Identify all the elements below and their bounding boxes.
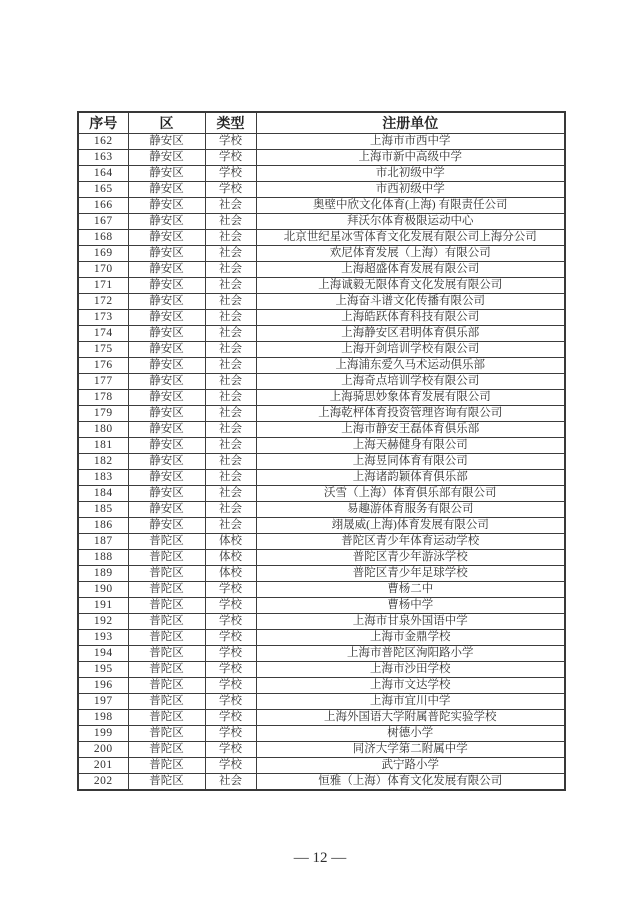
cell-type: 学校 (205, 678, 256, 694)
cell-unit: 上海市金鼎学校 (256, 630, 565, 646)
cell-unit: 上海市市西中学 (256, 134, 565, 150)
cell-type: 体校 (205, 550, 256, 566)
cell-serial: 169 (78, 246, 128, 262)
cell-unit: 上海浦东爱久马术运动俱乐部 (256, 358, 565, 374)
cell-unit: 曹杨二中 (256, 582, 565, 598)
table-row (78, 534, 565, 550)
table-row (78, 726, 565, 742)
table-body (78, 134, 565, 791)
cell-type: 社会 (205, 294, 256, 310)
cell-district: 静安区 (128, 198, 205, 214)
cell-type: 社会 (205, 262, 256, 278)
cell-unit: 普陀区青少年体育运动学校 (256, 534, 565, 550)
cell-district: 普陀区 (128, 710, 205, 726)
cell-unit: 上海奇点培训学校有限公司 (256, 374, 565, 390)
cell-type: 体校 (205, 566, 256, 582)
cell-unit: 上海市静安王磊体育俱乐部 (256, 422, 565, 438)
cell-district: 普陀区 (128, 582, 205, 598)
table-row (78, 150, 565, 166)
cell-unit: 武宁路小学 (256, 758, 565, 774)
cell-district: 静安区 (128, 470, 205, 486)
cell-type: 学校 (205, 182, 256, 198)
cell-type: 社会 (205, 502, 256, 518)
cell-type: 学校 (205, 710, 256, 726)
cell-district: 静安区 (128, 294, 205, 310)
cell-serial: 186 (78, 518, 128, 534)
registration-table (77, 111, 566, 791)
cell-type: 学校 (205, 630, 256, 646)
cell-serial: 200 (78, 742, 128, 758)
cell-district: 静安区 (128, 150, 205, 166)
cell-district: 静安区 (128, 454, 205, 470)
cell-district: 普陀区 (128, 566, 205, 582)
cell-unit: 上海市新中高级中学 (256, 150, 565, 166)
cell-unit: 上海市文达学校 (256, 678, 565, 694)
cell-type: 学校 (205, 742, 256, 758)
cell-district: 静安区 (128, 310, 205, 326)
cell-type: 社会 (205, 774, 256, 791)
cell-unit: 上海诚毅无限体育文化发展有限公司 (256, 278, 565, 294)
cell-district: 静安区 (128, 502, 205, 518)
cell-unit: 欢尼体育发展（上海）有限公司 (256, 246, 565, 262)
cell-district: 静安区 (128, 246, 205, 262)
cell-serial: 183 (78, 470, 128, 486)
cell-type: 学校 (205, 166, 256, 182)
cell-district: 静安区 (128, 374, 205, 390)
cell-serial: 180 (78, 422, 128, 438)
cell-type: 社会 (205, 230, 256, 246)
cell-unit: 普陀区青少年游泳学校 (256, 550, 565, 566)
cell-type: 社会 (205, 518, 256, 534)
cell-unit: 翊晟威(上海)体育发展有限公司 (256, 518, 565, 534)
cell-serial: 199 (78, 726, 128, 742)
cell-unit: 普陀区青少年足球学校 (256, 566, 565, 582)
table-row (78, 614, 565, 630)
cell-type: 社会 (205, 358, 256, 374)
cell-serial: 172 (78, 294, 128, 310)
cell-unit: 上海市沙田学校 (256, 662, 565, 678)
cell-district: 静安区 (128, 214, 205, 230)
cell-serial: 187 (78, 534, 128, 550)
cell-type: 社会 (205, 422, 256, 438)
cell-serial: 179 (78, 406, 128, 422)
table-row (78, 198, 565, 214)
table-row (78, 582, 565, 598)
cell-district: 静安区 (128, 422, 205, 438)
column-header-serial: 序号 (78, 112, 128, 134)
cell-serial: 176 (78, 358, 128, 374)
cell-serial: 185 (78, 502, 128, 518)
cell-district: 静安区 (128, 518, 205, 534)
cell-unit: 市北初级中学 (256, 166, 565, 182)
cell-unit: 上海外国语大学附属普陀实验学校 (256, 710, 565, 726)
table-row (78, 710, 565, 726)
table-row (78, 694, 565, 710)
table-row (78, 518, 565, 534)
cell-district: 普陀区 (128, 758, 205, 774)
cell-type: 社会 (205, 326, 256, 342)
table-row (78, 214, 565, 230)
column-header-type: 类型 (205, 112, 256, 134)
cell-district: 普陀区 (128, 630, 205, 646)
table-row (78, 758, 565, 774)
cell-district: 普陀区 (128, 742, 205, 758)
cell-district: 普陀区 (128, 550, 205, 566)
table-header-row (78, 112, 565, 134)
cell-serial: 188 (78, 550, 128, 566)
table-row (78, 454, 565, 470)
cell-serial: 162 (78, 134, 128, 150)
cell-type: 学校 (205, 134, 256, 150)
cell-serial: 201 (78, 758, 128, 774)
table-row (78, 294, 565, 310)
column-header-unit: 注册单位 (256, 112, 565, 134)
table-row (78, 774, 565, 791)
cell-type: 社会 (205, 406, 256, 422)
cell-serial: 195 (78, 662, 128, 678)
cell-district: 静安区 (128, 182, 205, 198)
cell-serial: 177 (78, 374, 128, 390)
table-row (78, 742, 565, 758)
cell-unit: 上海市宜川中学 (256, 694, 565, 710)
cell-unit: 上海骑思妙象体育发展有限公司 (256, 390, 565, 406)
cell-district: 普陀区 (128, 646, 205, 662)
cell-unit: 上海开剑培训学校有限公司 (256, 342, 565, 358)
cell-unit: 上海乾枰体育投资管理咨询有限公司 (256, 406, 565, 422)
cell-serial: 196 (78, 678, 128, 694)
table-row (78, 230, 565, 246)
cell-serial: 184 (78, 486, 128, 502)
cell-serial: 202 (78, 774, 128, 791)
table-row (78, 246, 565, 262)
cell-district: 普陀区 (128, 534, 205, 550)
cell-serial: 190 (78, 582, 128, 598)
cell-serial: 181 (78, 438, 128, 454)
cell-district: 静安区 (128, 438, 205, 454)
cell-unit: 奥壁中欣文化体育(上海) 有限责任公司 (256, 198, 565, 214)
cell-unit: 易趣游体育服务有限公司 (256, 502, 565, 518)
cell-district: 普陀区 (128, 598, 205, 614)
cell-serial: 189 (78, 566, 128, 582)
cell-type: 社会 (205, 486, 256, 502)
cell-type: 学校 (205, 646, 256, 662)
table-row (78, 262, 565, 278)
table-row (78, 486, 565, 502)
table-row (78, 502, 565, 518)
cell-district: 静安区 (128, 230, 205, 246)
cell-type: 社会 (205, 342, 256, 358)
cell-district: 静安区 (128, 326, 205, 342)
cell-type: 社会 (205, 278, 256, 294)
table-row (78, 678, 565, 694)
cell-serial: 197 (78, 694, 128, 710)
cell-serial: 192 (78, 614, 128, 630)
cell-type: 学校 (205, 598, 256, 614)
table-row (78, 166, 565, 182)
table-row (78, 422, 565, 438)
table-row (78, 646, 565, 662)
table-row (78, 566, 565, 582)
cell-district: 静安区 (128, 486, 205, 502)
table-row (78, 134, 565, 150)
cell-unit: 上海昱同体育有限公司 (256, 454, 565, 470)
cell-unit: 沃雪（上海）体育俱乐部有限公司 (256, 486, 565, 502)
cell-district: 静安区 (128, 390, 205, 406)
cell-unit: 拜沃尔体育极限运动中心 (256, 214, 565, 230)
table-row (78, 406, 565, 422)
cell-unit: 上海天赫健身有限公司 (256, 438, 565, 454)
cell-district: 普陀区 (128, 726, 205, 742)
cell-serial: 166 (78, 198, 128, 214)
cell-unit: 上海超盛体育发展有限公司 (256, 262, 565, 278)
cell-unit: 北京世纪星冰雪体育文化发展有限公司上海分公司 (256, 230, 565, 246)
cell-unit: 上海奋斗谱文化传播有限公司 (256, 294, 565, 310)
table-row (78, 598, 565, 614)
column-header-district: 区 (128, 112, 205, 134)
cell-unit: 曹杨中学 (256, 598, 565, 614)
cell-serial: 174 (78, 326, 128, 342)
cell-type: 学校 (205, 758, 256, 774)
cell-type: 社会 (205, 374, 256, 390)
cell-type: 社会 (205, 390, 256, 406)
cell-district: 普陀区 (128, 774, 205, 791)
table-row (78, 374, 565, 390)
cell-district: 普陀区 (128, 694, 205, 710)
table-row (78, 438, 565, 454)
cell-type: 学校 (205, 662, 256, 678)
table-row (78, 470, 565, 486)
cell-type: 社会 (205, 246, 256, 262)
cell-type: 社会 (205, 470, 256, 486)
table-row (78, 326, 565, 342)
cell-serial: 170 (78, 262, 128, 278)
cell-type: 学校 (205, 694, 256, 710)
cell-type: 社会 (205, 438, 256, 454)
cell-type: 社会 (205, 214, 256, 230)
cell-type: 学校 (205, 150, 256, 166)
table-row (78, 342, 565, 358)
cell-unit: 上海市普陀区洵阳路小学 (256, 646, 565, 662)
page-number: — 12 — (293, 850, 347, 866)
cell-district: 静安区 (128, 278, 205, 294)
cell-serial: 173 (78, 310, 128, 326)
cell-unit: 上海静安区君明体育俱乐部 (256, 326, 565, 342)
cell-serial: 193 (78, 630, 128, 646)
cell-unit: 树德小学 (256, 726, 565, 742)
cell-type: 学校 (205, 726, 256, 742)
cell-unit: 上海诸韵颖体育俱乐部 (256, 470, 565, 486)
table-row (78, 358, 565, 374)
cell-type: 学校 (205, 614, 256, 630)
cell-type: 体校 (205, 534, 256, 550)
cell-district: 静安区 (128, 134, 205, 150)
cell-district: 静安区 (128, 358, 205, 374)
cell-district: 静安区 (128, 406, 205, 422)
cell-serial: 171 (78, 278, 128, 294)
cell-district: 静安区 (128, 342, 205, 358)
cell-serial: 182 (78, 454, 128, 470)
table-row (78, 550, 565, 566)
cell-district: 普陀区 (128, 662, 205, 678)
cell-serial: 198 (78, 710, 128, 726)
table-row (78, 662, 565, 678)
table-row (78, 182, 565, 198)
cell-type: 社会 (205, 198, 256, 214)
cell-district: 普陀区 (128, 678, 205, 694)
cell-serial: 165 (78, 182, 128, 198)
cell-serial: 175 (78, 342, 128, 358)
cell-unit: 同济大学第二附属中学 (256, 742, 565, 758)
cell-unit: 市西初级中学 (256, 182, 565, 198)
cell-serial: 178 (78, 390, 128, 406)
cell-serial: 164 (78, 166, 128, 182)
cell-district: 静安区 (128, 262, 205, 278)
cell-unit: 上海皓跃体育科技有限公司 (256, 310, 565, 326)
cell-type: 学校 (205, 582, 256, 598)
cell-unit: 恒雅（上海）体育文化发展有限公司 (256, 774, 565, 791)
table-row (78, 390, 565, 406)
table-row (78, 630, 565, 646)
cell-serial: 194 (78, 646, 128, 662)
cell-district: 普陀区 (128, 614, 205, 630)
cell-serial: 168 (78, 230, 128, 246)
cell-type: 社会 (205, 310, 256, 326)
cell-serial: 191 (78, 598, 128, 614)
cell-district: 静安区 (128, 166, 205, 182)
cell-serial: 167 (78, 214, 128, 230)
cell-serial: 163 (78, 150, 128, 166)
cell-unit: 上海市甘泉外国语中学 (256, 614, 565, 630)
cell-type: 社会 (205, 454, 256, 470)
table-row (78, 278, 565, 294)
table-row (78, 310, 565, 326)
